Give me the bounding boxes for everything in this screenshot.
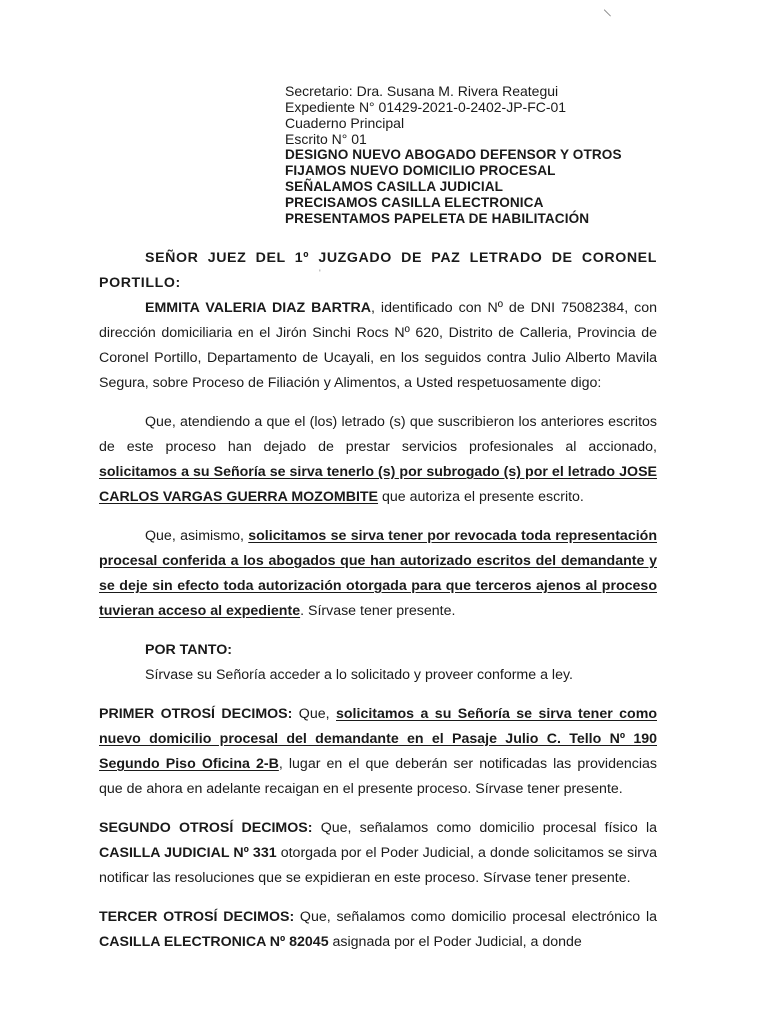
para1-request: solicitamos a su Señoría se sirva tenerlo (s) por subrogado (s) por el letrado JOSE CARLOS VARGAS GUERRA MOZOMBITE <box>99 464 657 505</box>
otrosi1-tail: , lugar en el que deberán ser notificadas las providencias que de ahora en adelante recaigan en el presente proceso. Sírvase tener presente. <box>99 756 657 797</box>
primer-otrosi-paragraph <box>99 702 657 802</box>
para2-tail: . Sírvase tener presente. <box>300 603 456 619</box>
sumilla-line: DESIGNO NUEVO ABOGADO DEFENSOR Y OTROS <box>285 147 622 162</box>
document-body <box>99 246 657 955</box>
segundo-otrosi-paragraph <box>99 816 657 891</box>
escrito-line: Escrito N° 01 <box>285 131 367 147</box>
otrosi1-lead: Que, <box>292 706 336 722</box>
pen-mark: ' <box>319 268 321 278</box>
otrosi3-tail: asignada por el Poder Judicial, a donde <box>328 934 582 950</box>
intro-text: , identificado con Nº de DNI 75082384, con dirección domiciliaria en el Jirón Sinchi Rocs Nº 620, Distrito de Calleria, Provincia de Coronel Portillo, Departamento de Ucayali, en los seguidos contra Julio Alberto Mavila Segura, sobre Proceso de Filiación y Alimentos, a Usted respetuosamente digo: <box>99 300 658 391</box>
otrosi2-label: SEGUNDO OTROSÍ DECIMOS: <box>99 820 313 836</box>
otrosi1-request: solicitamos a su Señoría se sirva tener como nuevo domicilio procesal del demandante en el Pasaje Julio C. Tello Nº 190 Segundo Piso Oficina 2-B <box>99 706 657 772</box>
otrosi2-tail: otorgada por el Poder Judicial, a donde solicitamos se sirva notificar las resoluciones que se expidieran en este proceso. Sírvase tener presente. <box>99 845 657 886</box>
otrosi2-lead: Que, señalamos como domicilio procesal físico la <box>312 820 657 836</box>
tercer-otrosi-paragraph <box>99 905 657 955</box>
sumilla-line: FIJAMOS NUEVO DOMICILIO PROCESAL <box>285 163 556 178</box>
para1-lead: Que, atendiendo a que el (los) letrado (s) que suscribieron los anteriores escritos de este proceso han dejado de prestar servicios profesionales al accionado, <box>99 414 657 455</box>
por-tanto-heading: POR TANTO: <box>145 642 232 658</box>
casilla-electronica: CASILLA ELECTRONICA Nº 82045 <box>99 934 329 950</box>
para2-request: solicitamos se sirva tener por revocada toda representación procesal conferida a los abogados que han autorizado escritos del demandante y se deje sin efecto toda autorización otorgada para que terceros ajenos al proceso tuvieran acceso al expediente <box>99 528 657 619</box>
pen-mark: / <box>600 8 615 18</box>
otrosi3-lead: Que, señalamos como domicilio procesal electrónico la <box>294 909 657 925</box>
judge-addressee: SEÑOR JUEZ DEL 1º JUZGADO DE PAZ LETRADO DE CORONEL PORTILLO: <box>99 250 657 291</box>
para2-lead: Que, asimismo, <box>145 528 249 544</box>
plaintiff-name: EMMITA VALERIA DIAZ BARTRA <box>145 300 371 316</box>
sumilla-line: PRESENTAMOS PAPELETA DE HABILITACIÓN <box>285 211 590 226</box>
casilla-judicial: CASILLA JUDICIAL Nº 331 <box>99 845 277 861</box>
para1-tail: que autoriza el presente escrito. <box>378 489 584 505</box>
document-header <box>285 83 705 227</box>
por-tanto-text: Sírvase su Señoría acceder a lo solicitado y proveer conforme a ley. <box>145 667 573 683</box>
revocation-paragraph <box>99 524 657 624</box>
secretario-line: Secretario: Dra. Susana M. Rivera Reategui <box>285 83 559 99</box>
sumilla-line: SEÑALAMOS CASILLA JUDICIAL <box>285 179 504 194</box>
cuaderno-line: Cuaderno Principal <box>285 115 405 131</box>
sumilla-line: PRECISAMOS CASILLA ELECTRONICA <box>285 195 544 210</box>
subrogation-paragraph <box>99 410 657 510</box>
intro-paragraph <box>99 296 657 396</box>
otrosi1-label: PRIMER OTROSÍ DECIMOS: <box>99 706 293 722</box>
otrosi3-label: TERCER OTROSÍ DECIMOS: <box>99 909 295 925</box>
expediente-line: Expediente N° 01429-2021-0-2402-JP-FC-01 <box>285 99 567 115</box>
